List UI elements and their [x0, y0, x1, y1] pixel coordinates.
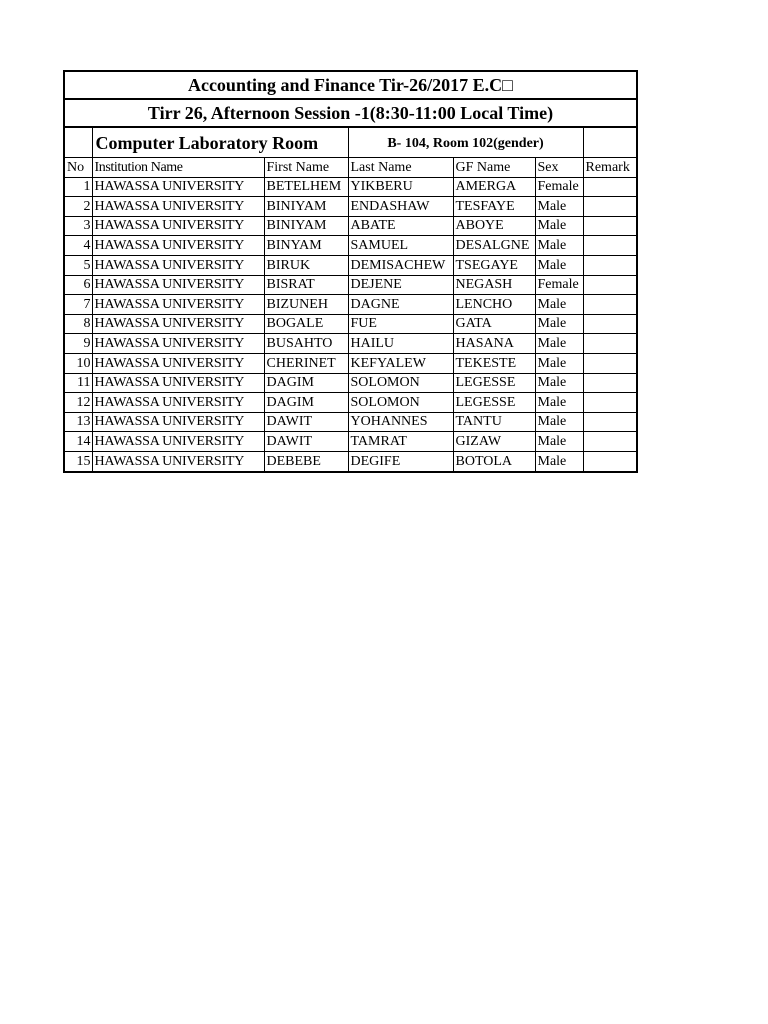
- table-row: [64, 432, 637, 452]
- cell-last-name: SOLOMON: [348, 373, 453, 393]
- column-header-sex: Sex: [535, 158, 583, 178]
- cell-last-name: DEMISACHEW: [348, 255, 453, 275]
- cell-last-name: DEGIFE: [348, 451, 453, 471]
- cell-institution: HAWASSA UNIVERSITY: [92, 236, 264, 256]
- cell-remark: [583, 334, 637, 354]
- cell-gf-name: BOTOLA: [453, 451, 535, 471]
- cell-last-name: DAGNE: [348, 295, 453, 315]
- cell-institution: HAWASSA UNIVERSITY: [92, 432, 264, 452]
- cell-remark: [583, 236, 637, 256]
- cell-gf-name: HASANA: [453, 334, 535, 354]
- session-title: Tirr 26, Afternoon Session -1(8:30-11:00 Local Time): [64, 99, 637, 127]
- cell-sex: Male: [535, 255, 583, 275]
- cell-first-name: DEBEBE: [264, 451, 348, 471]
- room-row: [64, 127, 637, 158]
- cell-remark: [583, 314, 637, 334]
- cell-last-name: ABATE: [348, 216, 453, 236]
- cell-institution: HAWASSA UNIVERSITY: [92, 412, 264, 432]
- cell-first-name: BETELHEM: [264, 177, 348, 197]
- cell-sex: Male: [535, 373, 583, 393]
- cell-remark: [583, 432, 637, 452]
- cell-institution: HAWASSA UNIVERSITY: [92, 255, 264, 275]
- cell-no: 15: [64, 451, 92, 471]
- cell-remark: [583, 295, 637, 315]
- column-header-gf-name: GF Name: [453, 158, 535, 178]
- lab-label: Computer Laboratory Room: [92, 127, 348, 158]
- cell-gf-name: NEGASH: [453, 275, 535, 295]
- cell-no: 11: [64, 373, 92, 393]
- document-title: Accounting and Finance Tir-26/2017 E.C□: [64, 71, 637, 99]
- cell-no: 12: [64, 393, 92, 413]
- room-label: B- 104, Room 102(gender): [348, 127, 583, 158]
- column-header-last-name: Last Name: [348, 158, 453, 178]
- cell-gf-name: LEGESSE: [453, 373, 535, 393]
- cell-sex: Male: [535, 393, 583, 413]
- cell-sex: Male: [535, 412, 583, 432]
- cell-institution: HAWASSA UNIVERSITY: [92, 353, 264, 373]
- cell-sex: Male: [535, 295, 583, 315]
- cell-first-name: DAWIT: [264, 432, 348, 452]
- table-row: [64, 412, 637, 432]
- cell-sex: Male: [535, 353, 583, 373]
- cell-first-name: DAGIM: [264, 393, 348, 413]
- table-row: [64, 314, 637, 334]
- title-row: [64, 71, 637, 99]
- cell-remark: [583, 393, 637, 413]
- cell-sex: Male: [535, 197, 583, 217]
- cell-last-name: HAILU: [348, 334, 453, 354]
- cell-no: 5: [64, 255, 92, 275]
- table-row: [64, 197, 637, 217]
- cell-sex: Male: [535, 432, 583, 452]
- cell-sex: Male: [535, 334, 583, 354]
- cell-remark: [583, 216, 637, 236]
- table-row: [64, 451, 637, 471]
- cell-no: 1: [64, 177, 92, 197]
- table-row: [64, 295, 637, 315]
- column-header-row: [64, 158, 637, 178]
- table-row: [64, 393, 637, 413]
- cell-gf-name: TANTU: [453, 412, 535, 432]
- cell-no: 3: [64, 216, 92, 236]
- cell-no: 4: [64, 236, 92, 256]
- cell-sex: Male: [535, 314, 583, 334]
- cell-no: 9: [64, 334, 92, 354]
- cell-no: 2: [64, 197, 92, 217]
- column-header-remark: Remark: [583, 158, 637, 178]
- cell-sex: Female: [535, 177, 583, 197]
- room-row-blank-cell: [64, 127, 92, 158]
- cell-institution: HAWASSA UNIVERSITY: [92, 216, 264, 236]
- cell-last-name: KEFYALEW: [348, 353, 453, 373]
- cell-first-name: DAGIM: [264, 373, 348, 393]
- cell-remark: [583, 177, 637, 197]
- cell-last-name: YIKBERU: [348, 177, 453, 197]
- table-row: [64, 236, 637, 256]
- cell-gf-name: LEGESSE: [453, 393, 535, 413]
- cell-remark: [583, 412, 637, 432]
- cell-gf-name: GATA: [453, 314, 535, 334]
- cell-remark: [583, 255, 637, 275]
- cell-last-name: SAMUEL: [348, 236, 453, 256]
- cell-institution: HAWASSA UNIVERSITY: [92, 334, 264, 354]
- cell-first-name: BINYAM: [264, 236, 348, 256]
- table-row: [64, 334, 637, 354]
- cell-institution: HAWASSA UNIVERSITY: [92, 451, 264, 471]
- cell-remark: [583, 451, 637, 471]
- table-row: [64, 275, 637, 295]
- table-body: [64, 71, 637, 472]
- cell-institution: HAWASSA UNIVERSITY: [92, 177, 264, 197]
- cell-gf-name: TESFAYE: [453, 197, 535, 217]
- cell-gf-name: GIZAW: [453, 432, 535, 452]
- cell-institution: HAWASSA UNIVERSITY: [92, 197, 264, 217]
- cell-last-name: DEJENE: [348, 275, 453, 295]
- cell-sex: Female: [535, 275, 583, 295]
- table-row: [64, 353, 637, 373]
- student-roster-table: [63, 70, 638, 473]
- table-row: [64, 216, 637, 236]
- column-header-no: No: [64, 158, 92, 178]
- cell-gf-name: TSEGAYE: [453, 255, 535, 275]
- cell-last-name: ENDASHAW: [348, 197, 453, 217]
- cell-first-name: BIRUK: [264, 255, 348, 275]
- cell-institution: HAWASSA UNIVERSITY: [92, 393, 264, 413]
- cell-institution: HAWASSA UNIVERSITY: [92, 295, 264, 315]
- cell-remark: [583, 353, 637, 373]
- column-header-institution: Institution Name: [92, 158, 264, 178]
- cell-sex: Male: [535, 216, 583, 236]
- cell-last-name: TAMRAT: [348, 432, 453, 452]
- cell-first-name: DAWIT: [264, 412, 348, 432]
- cell-last-name: SOLOMON: [348, 393, 453, 413]
- cell-remark: [583, 197, 637, 217]
- cell-last-name: YOHANNES: [348, 412, 453, 432]
- cell-remark: [583, 275, 637, 295]
- cell-institution: HAWASSA UNIVERSITY: [92, 314, 264, 334]
- cell-first-name: BIZUNEH: [264, 295, 348, 315]
- session-row: [64, 99, 637, 127]
- cell-gf-name: AMERGA: [453, 177, 535, 197]
- cell-first-name: BUSAHTO: [264, 334, 348, 354]
- cell-no: 10: [64, 353, 92, 373]
- table-row: [64, 177, 637, 197]
- cell-no: 6: [64, 275, 92, 295]
- cell-first-name: BISRAT: [264, 275, 348, 295]
- cell-no: 14: [64, 432, 92, 452]
- cell-first-name: CHERINET: [264, 353, 348, 373]
- cell-no: 13: [64, 412, 92, 432]
- room-row-blank-cell: [583, 127, 637, 158]
- cell-last-name: FUE: [348, 314, 453, 334]
- cell-first-name: BINIYAM: [264, 216, 348, 236]
- cell-gf-name: ABOYE: [453, 216, 535, 236]
- cell-no: 7: [64, 295, 92, 315]
- cell-first-name: BINIYAM: [264, 197, 348, 217]
- cell-gf-name: LENCHO: [453, 295, 535, 315]
- cell-institution: HAWASSA UNIVERSITY: [92, 373, 264, 393]
- cell-remark: [583, 373, 637, 393]
- cell-first-name: BOGALE: [264, 314, 348, 334]
- cell-sex: Male: [535, 451, 583, 471]
- cell-gf-name: TEKESTE: [453, 353, 535, 373]
- table-row: [64, 373, 637, 393]
- cell-institution: HAWASSA UNIVERSITY: [92, 275, 264, 295]
- column-header-first-name: First Name: [264, 158, 348, 178]
- cell-gf-name: DESALGNE: [453, 236, 535, 256]
- table-row: [64, 255, 637, 275]
- cell-sex: Male: [535, 236, 583, 256]
- cell-no: 8: [64, 314, 92, 334]
